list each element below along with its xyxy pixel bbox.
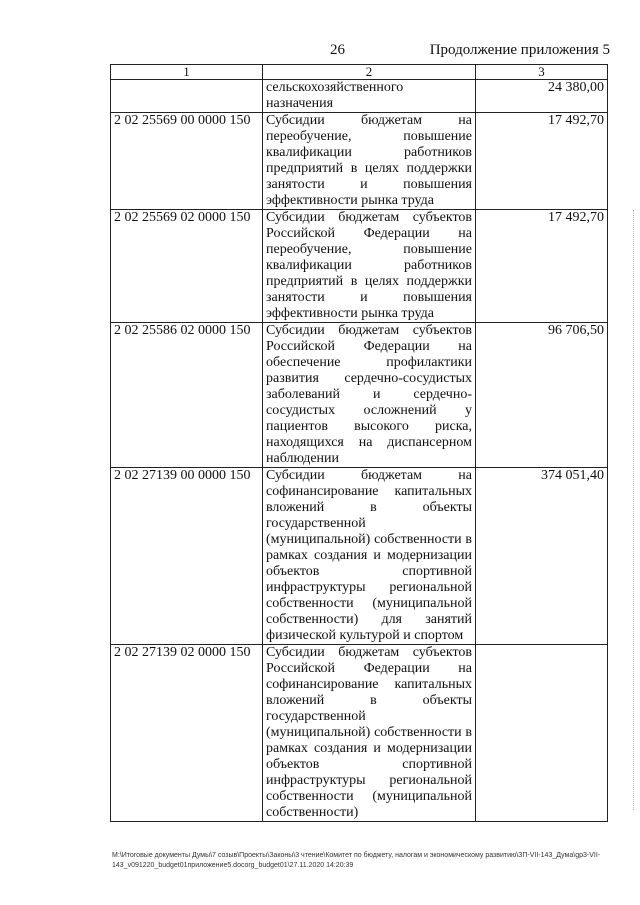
column-header-3: 3 (476, 65, 608, 80)
document-file-path-footer: M:\Итоговые документы Думы\7 созыв\Проекты\Законы\3 чтение\Комитет по бюджету, налогам и экономическому развитию\ЗП-VII-143_Дума\gp3-VII-143_v091220_budget01приложение5.docorg_budget01\27.11.2020 14:20:39 (112, 852, 601, 869)
description-cell: Субсидии бюджетам субъектов Российской Федерации на переобучение, повышение квалификации работников предприятий в целях поддержки занятости и повышения эффективности рынка труда (263, 210, 476, 323)
amount-cell: 17 492,70 (476, 113, 608, 210)
table-row (111, 113, 608, 210)
amount-cell: 374 051,40 (476, 468, 608, 645)
budget-code-cell: 2 02 25569 00 0000 150 (111, 113, 263, 210)
description-cell: Субсидии бюджетам на переобучение, повышение квалификации работников предприятий в целях поддержки занятости и повышения эффективности рынка труда (263, 113, 476, 210)
table-row (111, 468, 608, 645)
table-row (111, 80, 608, 113)
appendix-continuation-label: Продолжение приложения 5 (429, 42, 610, 58)
description-cell: Субсидии бюджетам субъектов Российской Федерации на софинансирование капитальных вложений в объекты государственной (муниципальной) собственности в рамках создания и модернизации объектов спортивной инфраструктуры региональной собственности (муниципальной собственности) (263, 645, 476, 822)
column-number-row (111, 65, 608, 80)
budget-code-cell (111, 80, 263, 113)
table-row (111, 323, 608, 468)
budget-code-cell: 2 02 27139 02 0000 150 (111, 645, 263, 822)
table-row (111, 645, 608, 822)
column-header-1: 1 (111, 65, 263, 80)
budget-code-cell: 2 02 27139 00 0000 150 (111, 468, 263, 645)
description-cell: Субсидии бюджетам на софинансирование капитальных вложений в объекты государственной (муниципальной) собственности в рамках создания и модернизации объектов спортивной инфраструктуры региональной собственности (муниципальной собственности) для занятий физической культурой и спортом (263, 468, 476, 645)
description-cell: сельскохозяйственного назначения (263, 80, 476, 113)
scan-edge-line (632, 210, 634, 810)
amount-cell: 96 706,50 (476, 323, 608, 468)
amount-cell: 24 380,00 (476, 80, 608, 113)
budget-income-table (110, 64, 608, 822)
budget-code-cell: 2 02 25586 02 0000 150 (111, 323, 263, 468)
amount-cell (476, 645, 608, 822)
amount-cell: 17 492,70 (476, 210, 608, 323)
description-cell: Субсидии бюджетам субъектов Российской Федерации на обеспечение профилактики развития сердечно-сосудистых заболеваний и сердечно-сосудистых осложнений у пациентов высокого риска, находящихся на диспансерном наблюдении (263, 323, 476, 468)
page-number: 26 (330, 42, 345, 58)
table-row (111, 210, 608, 323)
column-header-2: 2 (263, 65, 476, 80)
budget-code-cell: 2 02 25569 02 0000 150 (111, 210, 263, 323)
